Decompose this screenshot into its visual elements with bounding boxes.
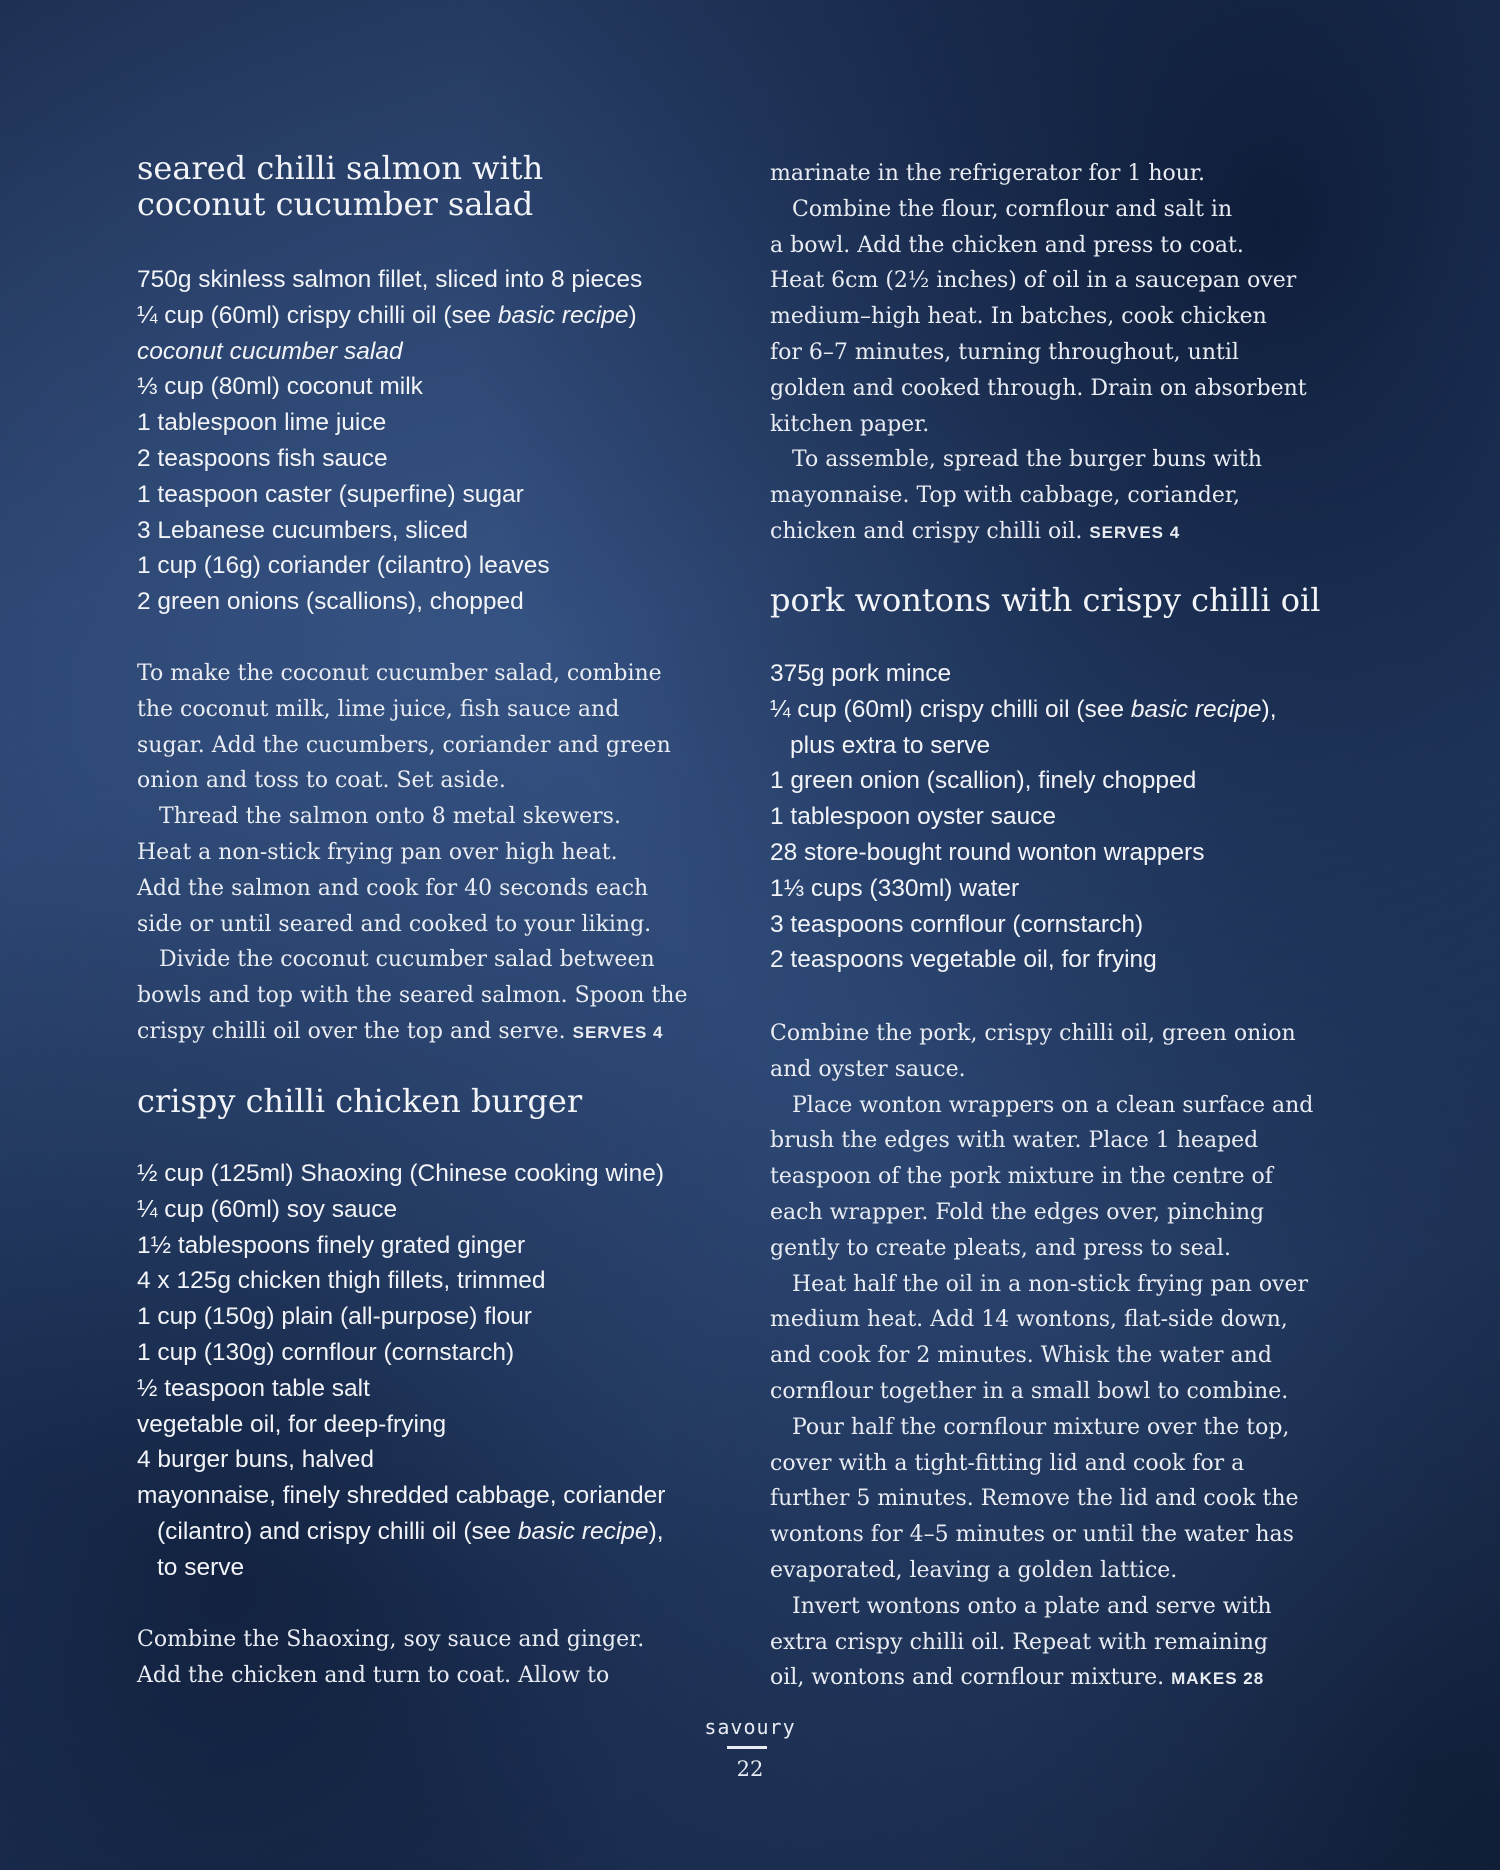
method-line: cover with a tight-fitting lid and cook for a	[770, 1450, 1245, 1476]
ingredient: 1 cup (150g) plain (all-purpose) flour	[137, 1303, 532, 1331]
ingredient: 28 store-bought round wonton wrappers	[770, 838, 1205, 866]
title-line: seared chilli salmon with	[137, 149, 544, 187]
ingredient-text: ),	[648, 1517, 664, 1545]
method-line: medium–high heat. In batches, cook chicken	[770, 304, 1267, 330]
method-line: sugar. Add the cucumbers, coriander and green	[137, 732, 671, 758]
ingredient	[770, 692, 1277, 728]
method	[137, 1622, 644, 1694]
ingredient: mayonnaise, finely shredded cabbage, coriander	[137, 1482, 666, 1510]
method-text: chicken and crispy chilli oil.	[770, 518, 1090, 544]
method-line: Combine the flour, cornflour and salt in	[792, 196, 1233, 222]
ingredient-text: (cilantro) and crispy chilli oil (see	[157, 1517, 518, 1545]
ingredient: ½ teaspoon table salt	[137, 1374, 370, 1402]
ingredient: 750g skinless salmon fillet, sliced into 8 pieces	[137, 266, 643, 293]
ingredient: 4 burger buns, halved	[137, 1446, 374, 1474]
method	[770, 1016, 1313, 1697]
method	[137, 656, 687, 1051]
method-line	[770, 514, 1307, 551]
ingredient-subheading: coconut cucumber salad	[137, 337, 403, 365]
ingredient: 1⅓ cups (330ml) water	[770, 874, 1020, 902]
method-line: kitchen paper.	[770, 411, 930, 437]
method-line: Combine the Shaoxing, soy sauce and ginger.	[137, 1627, 645, 1652]
method-line: wontons for 4–5 minutes or until the water has	[770, 1522, 1294, 1548]
method-line: each wrapper. Fold the edges over, pinching	[770, 1199, 1265, 1225]
ingredient	[137, 1514, 665, 1550]
method-line: the coconut milk, lime juice, fish sauce and	[137, 696, 620, 722]
method-line: Place wonton wrappers on a clean surface and	[792, 1092, 1314, 1118]
ingredient: ½ cup (125ml) Shaoxing (Chinese cooking wine)	[137, 1160, 665, 1187]
ingredient: 1 teaspoon caster (superfine) sugar	[137, 480, 524, 508]
ingredient-text: ),	[1261, 695, 1277, 723]
method-line: gently to create pleats, and press to seal.	[770, 1235, 1231, 1261]
method-line: Combine the pork, crispy chilli oil, green onion	[770, 1021, 1296, 1046]
ingredient: 1½ tablespoons finely grated ginger	[137, 1231, 526, 1259]
ingredient: 1 cup (130g) cornflour (cornstarch)	[137, 1338, 515, 1366]
method-line: teaspoon of the pork mixture in the centre of	[770, 1164, 1273, 1190]
ingredient: 3 teaspoons cornflour (cornstarch)	[770, 910, 1144, 938]
method-line: extra crispy chilli oil. Repeat with remaining	[770, 1629, 1269, 1655]
ingredient-text: )	[628, 301, 637, 329]
ingredient	[137, 298, 642, 334]
method-line: To make the coconut cucumber salad, combine	[137, 661, 662, 686]
method-line: Heat a non-stick frying pan over high heat.	[137, 839, 618, 865]
ingredient: ⅓ cup (80ml) coconut milk	[137, 373, 423, 401]
yield: SERVES 4	[1089, 522, 1181, 542]
method-line: Divide the coconut cucumber salad between	[159, 947, 655, 973]
yield: MAKES 28	[1171, 1669, 1265, 1689]
method-line: onion and toss to coat. Set aside.	[137, 768, 506, 794]
method-line: brush the edges with water. Place 1 heaped	[770, 1128, 1259, 1154]
method-line: a bowl. Add the chicken and press to coat.	[770, 232, 1244, 258]
method-line: and cook for 2 minutes. Whisk the water and	[770, 1343, 1272, 1369]
ingredient: 1 green onion (scallion), finely chopped	[770, 767, 1197, 795]
ingredient: vegetable oil, for deep-frying	[137, 1410, 447, 1438]
method-line: side or until seared and cooked to your liking.	[137, 911, 652, 937]
basic-recipe-ref: basic recipe	[517, 1517, 649, 1545]
ingredient: plus extra to serve	[790, 731, 991, 759]
method-line: Heat half the oil in a non-stick frying pan over	[792, 1271, 1309, 1297]
method-line: To assemble, spread the burger buns with	[792, 447, 1262, 473]
method	[770, 156, 1307, 551]
recipe-title: pork wontons with crispy chilli oil	[770, 581, 1321, 619]
ingredient: 2 teaspoons fish sauce	[137, 444, 388, 472]
method-text: crispy chilli oil over the top and serve.	[137, 1018, 573, 1044]
ingredient: 2 teaspoons vegetable oil, for frying	[770, 946, 1157, 974]
method-line: Thread the salmon onto 8 metal skewers.	[159, 804, 621, 830]
method-line: Add the chicken and turn to coat. Allow to	[137, 1662, 610, 1688]
method-line	[137, 1014, 687, 1051]
title-line: coconut cucumber salad	[137, 185, 534, 223]
method-line: Pour half the cornflour mixture over the top,	[792, 1414, 1290, 1440]
method-line: evaporated, leaving a golden lattice.	[770, 1557, 1178, 1583]
method-line	[770, 1660, 1313, 1697]
ingredient: 2 green onions (scallions), chopped	[137, 588, 524, 616]
method-line: Heat 6cm (2½ inches) of oil in a saucepan over	[770, 268, 1297, 294]
page-number: 22	[736, 1757, 764, 1781]
method-line: marinate in the refrigerator for 1 hour.	[770, 161, 1206, 186]
recipe-title	[137, 150, 543, 222]
ingredient-text: ¼ cup (60ml) crispy chilli oil (see	[770, 695, 1131, 723]
ingredient-list	[137, 1156, 665, 1586]
yield: SERVES 4	[572, 1022, 664, 1042]
ingredient: 1 tablespoon oyster sauce	[770, 803, 1057, 831]
method-line: mayonnaise. Top with cabbage, coriander,	[770, 483, 1241, 509]
ingredient-list	[770, 656, 1277, 978]
method-line: further 5 minutes. Remove the lid and cook the	[770, 1486, 1299, 1512]
ingredient: 3 Lebanese cucumbers, sliced	[137, 516, 468, 544]
ingredient: 1 tablespoon lime juice	[137, 409, 387, 437]
method-line: bowls and top with the seared salmon. Spoon the	[137, 983, 688, 1009]
ingredient: 1 cup (16g) coriander (cilantro) leaves	[137, 552, 550, 580]
ingredient-text: ¼ cup (60ml) crispy chilli oil (see	[137, 301, 498, 329]
ingredient: 375g pork mince	[770, 660, 952, 687]
basic-recipe-ref: basic recipe	[497, 301, 629, 329]
ingredient: ¼ cup (60ml) soy sauce	[137, 1195, 398, 1223]
method-line: and oyster sauce.	[770, 1056, 966, 1082]
recipe-title: crispy chilli chicken burger	[137, 1082, 583, 1120]
method-line: cornflour together in a small bowl to combine.	[770, 1378, 1289, 1404]
method-line: Add the salmon and cook for 40 seconds each	[137, 875, 649, 901]
method-line: medium heat. Add 14 wontons, flat-side down,	[770, 1307, 1288, 1333]
section-name: savoury	[704, 1715, 796, 1739]
ingredient-list	[137, 262, 642, 620]
method-line: Invert wontons onto a plate and serve with	[792, 1593, 1272, 1619]
method-text: oil, wontons and cornflour mixture.	[770, 1665, 1172, 1691]
footer-divider	[727, 1746, 767, 1749]
method-line: for 6–7 minutes, turning throughout, until	[770, 339, 1239, 365]
basic-recipe-ref: basic recipe	[1130, 695, 1262, 723]
ingredient: to serve	[157, 1553, 245, 1581]
ingredient: 4 x 125g chicken thigh fillets, trimmed	[137, 1267, 546, 1295]
method-line: golden and cooked through. Drain on absorbent	[770, 375, 1307, 401]
